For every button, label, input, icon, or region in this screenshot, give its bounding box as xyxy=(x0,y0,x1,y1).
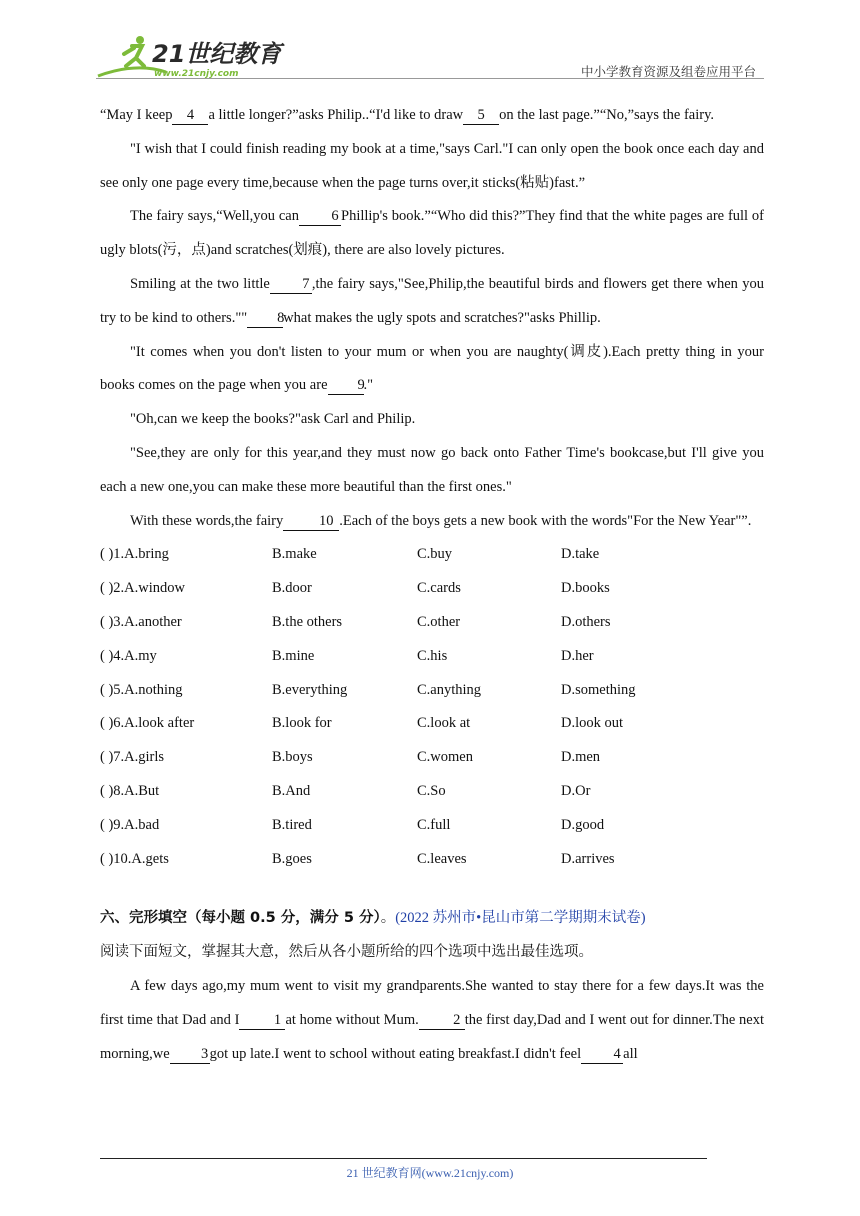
question-option-a: ( )7.A.girls xyxy=(100,749,165,766)
passage-paragraph: "I wish that I could finish reading my book at a time,"says Carl."I can only open the book once each day and see only one page every time,because when the page turns over,it sticks(粘贴)fast.” xyxy=(100,140,764,191)
section-punct: 。 xyxy=(380,910,396,927)
question-row xyxy=(100,809,764,843)
question-option-a: ( )6.A.look after xyxy=(100,715,195,732)
blank-3: 3 xyxy=(170,1045,210,1064)
question-option-a: ( )2.A.window xyxy=(100,580,185,597)
question-row xyxy=(100,572,764,606)
question-option-a: ( )1.A.bring xyxy=(100,546,169,563)
blank-8: 8 xyxy=(247,309,283,328)
question-option: B.tired xyxy=(272,816,312,833)
passage-paragraph: "Oh,can we keep the books?"ask Carl and Philip. xyxy=(130,411,416,428)
section-source: (2022 苏州市•昆山市第二学期期末试卷) xyxy=(395,910,646,927)
blank-9: 9 xyxy=(328,376,364,395)
question-option: B.goes xyxy=(272,850,312,867)
question-option-a: ( )8.A.But xyxy=(100,782,160,799)
question-option-a: ( )9.A.bad xyxy=(100,816,160,833)
question-option: C.other xyxy=(417,613,461,630)
platform-label: 中小学教育资源及组卷应用平台 xyxy=(580,64,756,79)
question-row xyxy=(100,775,764,809)
question-row xyxy=(100,640,764,674)
blank-1: 1 xyxy=(239,1011,285,1030)
question-option: C.anything xyxy=(417,681,482,698)
question-option: B.boys xyxy=(272,749,313,766)
passage-paragraph: With these words,the fairy 10 .Each of the boys gets a new book with the words"For the New Year"”. xyxy=(130,512,752,529)
question-option: D.men xyxy=(561,749,601,766)
footer-divider xyxy=(100,1158,707,1159)
page-header xyxy=(0,0,860,80)
page-footer: 21 世纪教育网(www.21cnjy.com) xyxy=(346,1166,514,1180)
question-option: D.Or xyxy=(561,782,591,799)
blank-4: 4 xyxy=(172,106,208,125)
passage-paragraph: Smiling at the two little 7 ,the fairy says,"See,Philip,the beautiful birds and flowers get there when you try to be kind to others."" 8what makes the ugly spots and scratches?"asks Phillip. xyxy=(100,275,764,326)
question-list xyxy=(100,538,764,876)
question-option: D.her xyxy=(561,647,594,664)
question-option: C.look at xyxy=(417,715,471,732)
question-option: B.make xyxy=(272,546,317,563)
question-option: D.good xyxy=(561,816,605,833)
question-option-a: ( )10.A.gets xyxy=(100,850,169,867)
blank-6: 6 xyxy=(299,207,341,226)
blank-2: 2 xyxy=(419,1011,465,1030)
section-paragraph: A few days ago,my mum went to visit my grandparents.She wanted to stay there for a few days.It was the first time that Dad and I 1 at home without Mum. 2 the first day,Dad and I went out for dinner.The next morning,we 3got up late.I went to school without eating breakfast.I didn't feel 4 all xyxy=(100,977,764,1062)
question-option: C.his xyxy=(417,647,448,664)
blank-7: 7 xyxy=(270,275,312,294)
blank-4: 4 xyxy=(581,1045,623,1064)
question-option-a: ( )3.A.another xyxy=(100,613,182,630)
question-option-a: ( )5.A.nothing xyxy=(100,681,183,698)
question-row xyxy=(100,538,764,572)
section-title: 六、完形填空（每小题 0.5 分，满分 5 分） xyxy=(100,910,381,927)
question-row xyxy=(100,674,764,708)
question-row xyxy=(100,707,764,741)
blank-5: 5 xyxy=(463,106,499,125)
question-option: C.full xyxy=(417,816,451,833)
question-row xyxy=(100,843,764,877)
question-option: D.something xyxy=(561,681,636,698)
question-option: C.leaves xyxy=(417,850,467,867)
question-option-a: ( )4.A.my xyxy=(100,647,157,664)
question-option: D.arrives xyxy=(561,850,615,867)
question-option: D.take xyxy=(561,546,600,563)
svg-text:21世纪教育: 21世纪教育 xyxy=(152,40,282,68)
passage-paragraph: "It comes when you don't listen to your mum or when you are naughty(调皮).Each pretty thing in your books comes on the page when you are 9." xyxy=(100,343,764,394)
question-option: C.cards xyxy=(417,580,461,597)
question-option: C.women xyxy=(417,749,473,766)
passage xyxy=(100,99,764,538)
question-option: D.look out xyxy=(561,715,624,732)
question-option: B.And xyxy=(272,782,311,799)
svg-text:www.21cnjy.com: www.21cnjy.com xyxy=(154,69,239,79)
header-divider xyxy=(96,78,764,79)
question-option: B.mine xyxy=(272,647,315,664)
passage-paragraph: The fairy says,“Well,you can 6 Phillip's book.”“Who did this?”They find that the white pages are full of ugly blots(污，点)and scratches(划痕), there are also lovely pictures. xyxy=(100,208,764,259)
question-row xyxy=(100,606,764,640)
blank-10: 10 xyxy=(283,512,339,531)
section-instruction: 阅读下面短文，掌握其大意，然后从各小题所给的四个选项中选出最佳选项。 xyxy=(100,944,593,961)
question-option: B.the others xyxy=(272,613,343,630)
question-option: B.look for xyxy=(272,715,332,732)
section-heading xyxy=(100,902,764,936)
site-logo xyxy=(96,32,282,80)
passage-paragraph: "See,they are only for this year,and they must now go back onto Father Time's bookcase,but I'll give you each a new one,you can make these more beautiful than the first ones." xyxy=(100,444,764,495)
document-body xyxy=(100,99,764,1071)
question-option: C.buy xyxy=(417,546,453,563)
question-option: D.others xyxy=(561,613,611,630)
question-option: D.books xyxy=(561,580,610,597)
question-row xyxy=(100,741,764,775)
passage-paragraph: “May I keep 4 a little longer?”asks Philip..“I'd like to draw 5 on the last page.”“No,”says the fairy. xyxy=(100,107,715,123)
question-option: C.So xyxy=(417,782,446,799)
question-option: B.everything xyxy=(272,681,348,698)
question-option: B.door xyxy=(272,580,312,597)
